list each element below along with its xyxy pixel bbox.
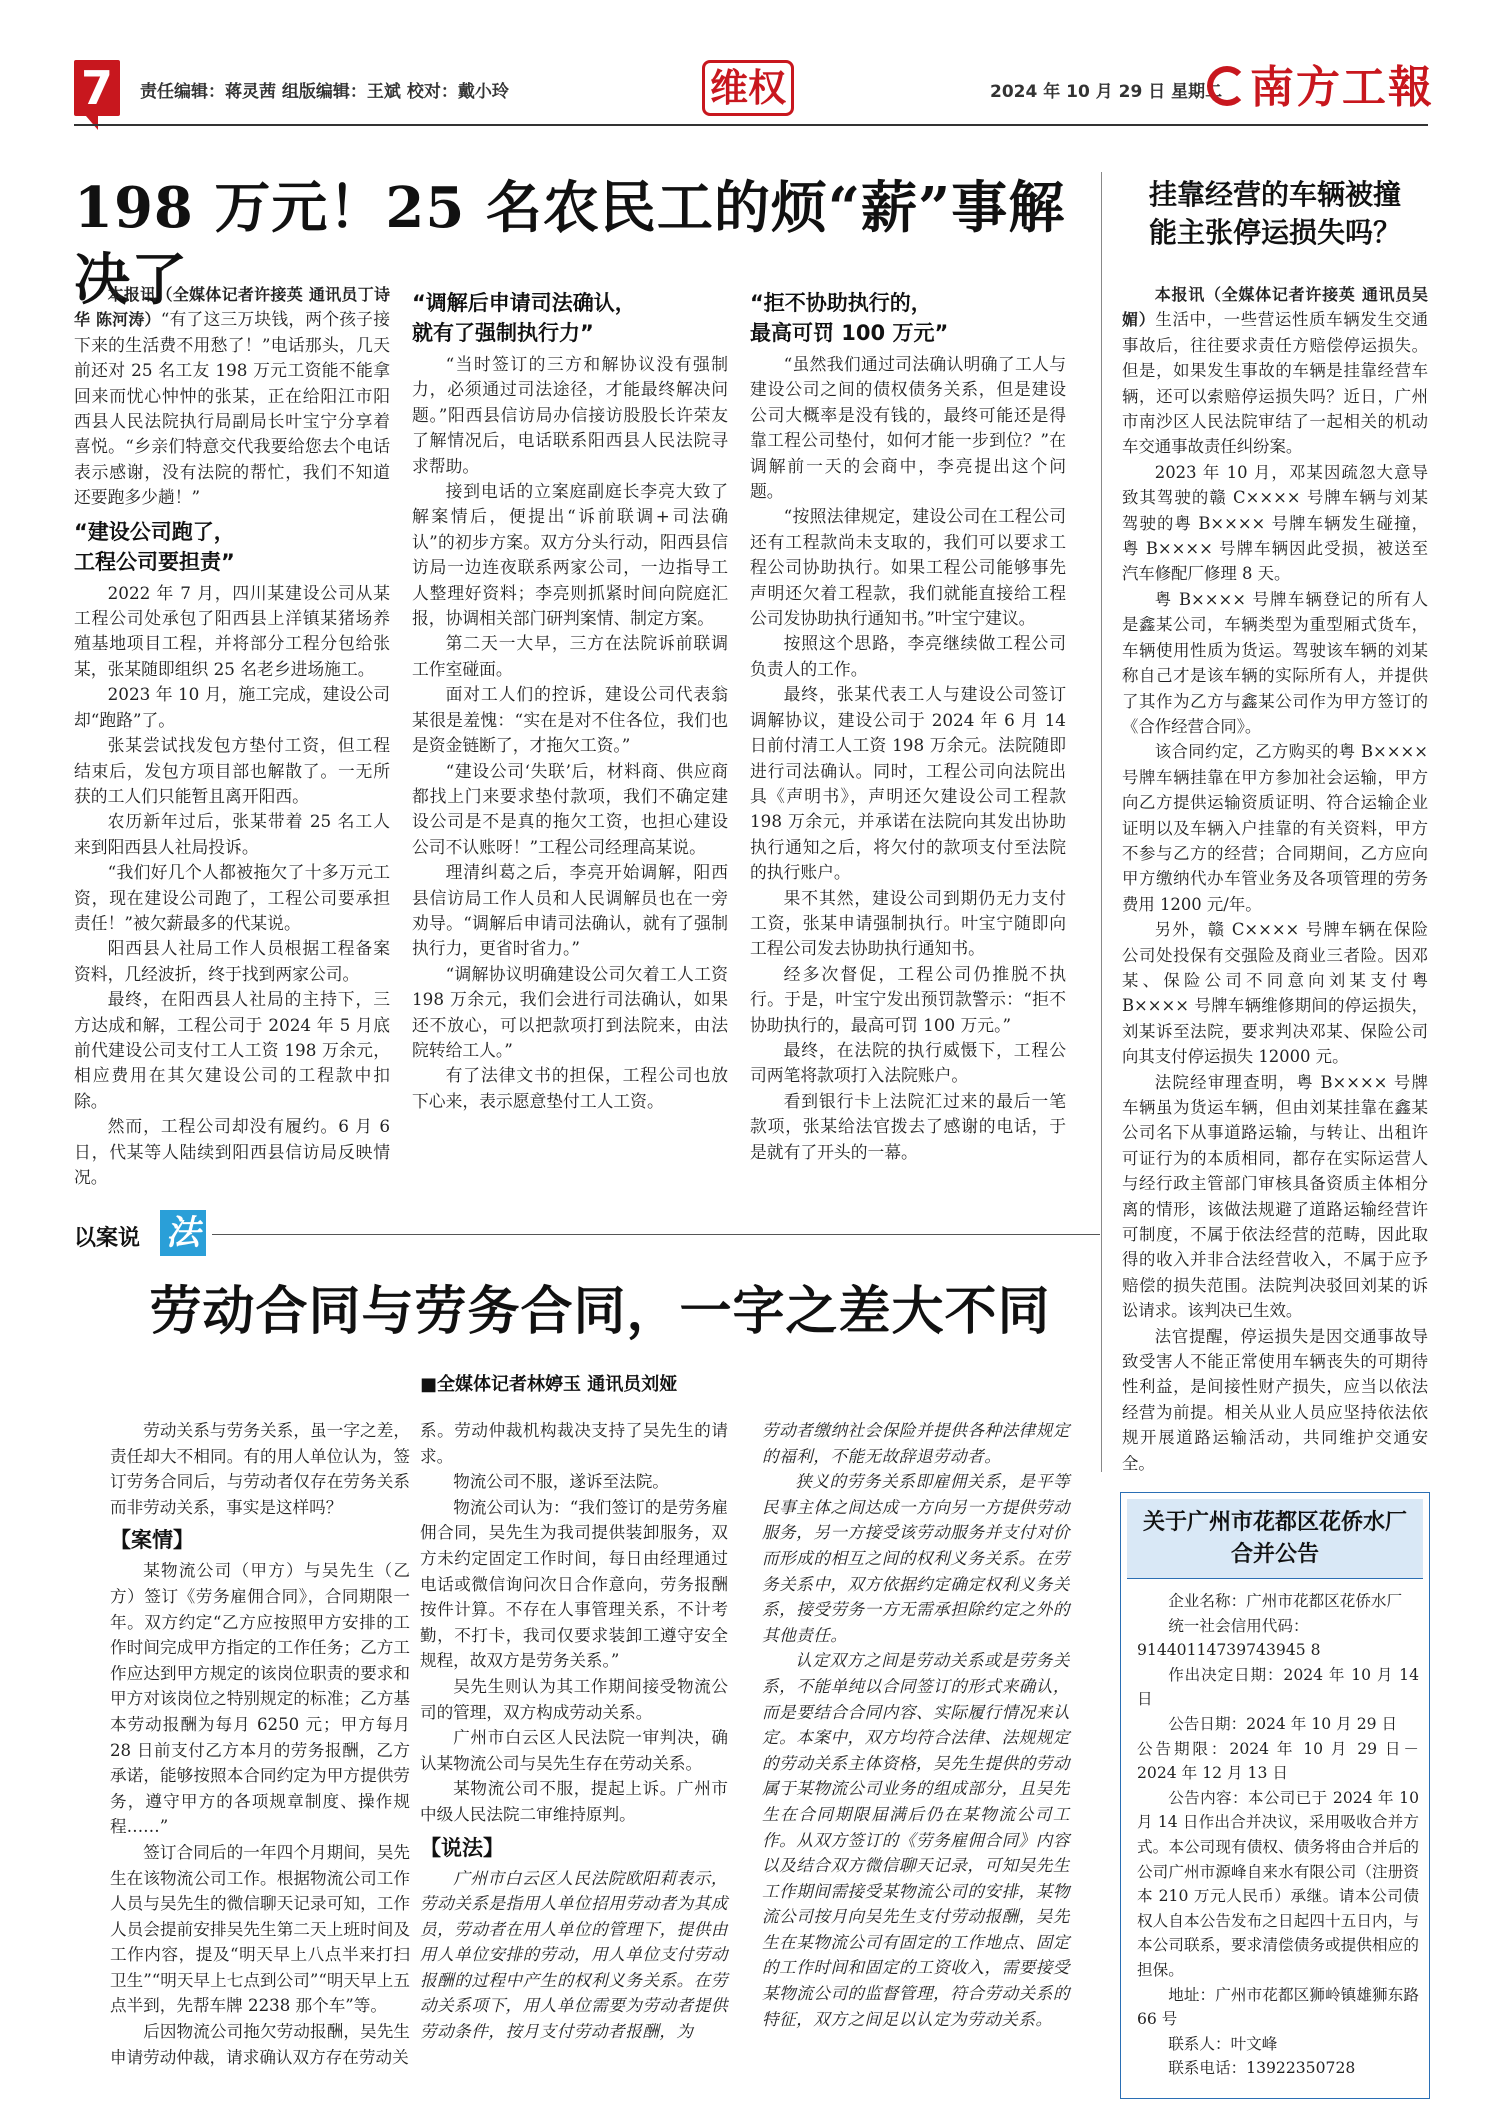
paragraph: 最终，在法院的执行威慑下，工程公司两笔将款项打入法院账户。 [750, 1039, 1066, 1086]
paragraph: 接到电话的立案庭副庭长李亮大致了解案情后，便提出“诉前联调+司法确认”的初步方案。双方分头行动，阳西县信访局一边连夜联系两家公司，一边指导工人整理好资料；李亮则抓紧时间向院庭汇报，协调相关部门研判案情、制定方案。 [412, 481, 728, 629]
notice-line: 联系电话：13922350728 [1168, 2059, 1356, 2078]
case-author: ■全媒体记者林婷玉 通讯员刘娅 [420, 1374, 678, 1395]
article2-title: 挂靠经营的车辆被撞 能主张停运损失吗？ [1148, 178, 1401, 249]
subheading: “调解后申请司法确认， 就有了强制执行力” [412, 291, 636, 345]
paragraph: 按照这个思路，李亮继续做工程公司负责人的工作。 [750, 633, 1066, 679]
section-bracket-heading: 【说法】 [420, 1835, 504, 1860]
paragraph: 某物流公司（甲方）与吴先生（乙方）签订《劳务雇佣合同》，合同期限一年。双方约定“乙方应按照甲方安排的工作时间完成甲方指定的工作任务；乙方工作应达到甲方规定的该岗位职责的要求和甲方对该岗位之特别规定的标准；乙方基本劳动报酬为每月 6250 元；甲方每月 28 日前支付乙方本月的劳务报酬，乙方承诺，能够按照本合同约定为甲方提供劳务，遵守甲方的各项规章制度、操作规程……” [110, 1561, 410, 1837]
article1-column-3 [750, 282, 1066, 1165]
article1-title: 198 万元！25 名农民工的烦“薪”事解决了 [74, 175, 1066, 313]
paragraph: 认定双方之间是劳动关系或是劳务关系，不能单纯以合同签订的形式来确认，而是要结合合同内容、实际履行情况来认定。本案中，双方均符合法律、法规规定的劳动关系主体资格，吴先生提供的劳动属于某物流公司业务的组成部分，且吴先生在合同期限届满后仍在某物流公司工作。从双方签订的《劳务雇佣合同》内容以及结合双方微信聊天记录，可知吴先生工作期间需接受某物流公司的安排，某物流公司按月向吴先生支付劳动报酬，吴先生在某物流公司有固定的工作地点、固定的工作时间和固定的工资收入，需要接受某物流公司的监督管理，符合劳动关系的特征，双方之间足以认定为劳动关系。 [762, 1651, 1070, 2029]
paragraph: 经多次督促，工程公司仍推脱不执行。于是，叶宝宁发出预罚款警示：“拒不协助执行的，最高可罚 100 万元。” [750, 963, 1066, 1035]
notice-line: 统一社会信用代码： [1168, 1616, 1309, 1635]
article1-column-1 [74, 282, 390, 1190]
article2-body [1122, 282, 1428, 1476]
paragraph: 该合同约定，乙方购买的粤 B×××× 号牌车辆挂靠在甲方参加社会运输，甲方向乙方提供运输资质证明、符合运输企业证明以及车辆入户挂靠的有关资料，甲方不参与乙方的经营；合同期间，乙方应向甲方缴纳代办车管业务及各项管理的劳务费用 1200 元/年。 [1122, 742, 1428, 914]
paragraph: 最终，在阳西县人社局的主持下，三方达成和解，工程公司于 2024 年 5 月底前代建设公司支付工人工资 198 万余元，相应费用在其欠建设公司的工程款中扣除。 [74, 989, 390, 1111]
paragraph: “调解协议明确建设公司欠着工人工资 198 万余元，我们会进行司法确认，如果还不放心，可以把款项打到法院来，由法院转给工人。” [412, 963, 728, 1060]
paragraph: 狭义的劳务关系即雇佣关系，是平等民事主体之间达成一方向另一方提供劳动服务，另一方接受该劳动服务并支付对价而形成的相互之间的权利义务关系。在劳务关系中，双方依据约定确定权利义务关系，接受劳务一方无需承担除约定之外的其他责任。 [762, 1472, 1070, 1645]
notice-line: 公告期限：2024 年 10 月 29 日－2024 年 12 月 13 日 [1137, 1739, 1419, 1783]
article1-column-2 [412, 282, 728, 1114]
case-column-1 [110, 1418, 410, 2070]
case-section-label: 以案说 [74, 1226, 141, 1251]
byline: 本报讯（全媒体记者许接英 通讯员吴媚） [1122, 285, 1428, 330]
notice-line: 地址：广州市花都区狮岭镇雄狮东路 66 号 [1137, 1985, 1419, 2029]
paragraph: 劳动关系与劳务关系，虽一字之差，责任却大不相同。有的用人单位认为，签订劳务合同后，与劳动者仅存在劳务关系而非劳动关系，事实是这样吗？ [110, 1421, 410, 1517]
paragraph: 广州市白云区人民法院欧阳莉表示，劳动关系是指用人单位招用劳动者为其成员，劳动者在用人单位的管理下，提供由用人单位安排的劳动，用人单位支付劳动报酬的过程中产生的权利义务关系。在劳动关系项下，用人单位需要为劳动者提供劳动条件，按月支付劳动者报酬，为 [420, 1868, 728, 2042]
byline: 本报讯（全媒体记者许接英 通讯员丁诗华 陈河涛） [74, 285, 390, 330]
lead-text: “有了这三万块钱，两个孩子接下来的生活费不用愁了！”电话那头，几天前还对 25 名工友 198 万元工资能不能拿回来而忧心忡忡的张某，正在给阳江市阳西县人民法院执行局副局长叶宝宁分享着喜悦。“乡亲们特意交代我要给您去个电话表示感谢，没有法院的帮忙，我们不知道还要跑多少趟！” [74, 309, 390, 508]
paragraph [1122, 282, 1428, 460]
paragraph: 张某尝试找发包方垫付工资，但工程结束后，发包方项目部也解散了。一无所获的工人们只能暂且离开阳西。 [74, 735, 390, 806]
paragraph: 农历新年过后，张某带着 25 名工人来到阳西县人社局投诉。 [74, 811, 390, 857]
paragraph: 阳西县人社局工作人员根据工程备案资料，几经波折，终于找到两家公司。 [74, 938, 390, 984]
paragraph: 另外，赣 C×××× 号牌车辆在保险公司处投保有交强险及商业三者险。因邓某、保险公司不同意向刘某支付粤 B×××× 号牌车辆维修期间的停运损失，刘某诉至法院，要求判决邓某、保险公司向其支付停运损失 12000 元。 [1122, 920, 1428, 1067]
newspaper-logo: 南方工報 [1250, 62, 1434, 113]
column-divider [1101, 172, 1102, 1472]
paragraph: 理清纠葛之后，李亮开始调解，阳西县信访局工作人员和人民调解员也在一旁劝导。“调解后申请司法确认，就有了强制执行力，更省时省力。” [412, 862, 728, 959]
notice-line: 公告内容：本公司已于 2024 年 10 月 14 日作出合并决议，采用吸收合并方式。本公司现有债权、债务将由合并后的公司广州市源峰自来水有限公司（注册资本 210 万元人民币）承继。请本公司债权人自本公告发布之日起四十五日内，与本公司联系，要求清偿债务或提供相应的担保。 [1137, 1788, 1419, 1979]
paragraph: 看到银行卡上法院汇过来的最后一笔款项，张某给法官拨去了感谢的电话，于是就有了开头的一幕。 [750, 1090, 1066, 1162]
paragraph: 有了法律文书的担保，工程公司也放下心来，表示愿意垫付工人工资。 [412, 1065, 728, 1111]
merger-notice [1120, 1492, 1430, 2099]
notice-line: 作出决定日期：2024 年 10 月 14 日 [1137, 1665, 1419, 1709]
paragraph: 2022 年 7 月，四川某建设公司从某工程公司处承包了阳西县上洋镇某猪场养殖基地项目工程，并将部分工程分包给张某，张某随即组织 25 名老乡进场施工。 [74, 582, 390, 679]
paragraph: “当时签订的三方和解协议没有强制力，必须通过司法途径，才能最终解决问题。”阳西县信访局办信接访股股长许荣友了解情况后，电话联系阳西县人民法院寻求帮助。 [412, 354, 728, 476]
notice-title: 关于广州市花都区花侨水厂 合并公告 [1142, 1510, 1407, 1567]
paragraph [74, 282, 390, 511]
paragraph: “虽然我们通过司法确认明确了工人与建设公司之间的债权债务关系，但是建设公司大概率是没有钱的，最终可能还是得靠工程公司垫付，如何才能一步到位？”在调解前一天的会商中，李亮提出这个问题。 [750, 354, 1066, 502]
subheading: “建设公司跑了， 工程公司要担责” [74, 519, 235, 574]
paragraph: 物流公司认为：“我们签订的是劳务雇佣合同，吴先生为我司提供装卸服务，双方未约定固定工作时间，每日由经理通过电话或微信询问次日合作意向，劳务报酬按件计算。不存在人事管理关系，不计考勤，不打卡，我司仅要求装卸工遵守安全规程，故双方是劳务关系。” [420, 1497, 728, 1671]
paragraph: 法官提醒，停运损失是因交通事故导致受害人不能正常使用车辆丧失的可期待性利益，是间接性财产损失，应当以依法经营为前提。相关从业人员应坚持依法依规开展道路运输活动，共同维护交通安全。 [1122, 1326, 1428, 1473]
paragraph: 面对工人们的控诉，建设公司代表翁某很是羞愧：“实在是对不住各位，我们也是资金链断了，才拖欠工资。” [412, 684, 728, 756]
notice-line: 公告日期：2024 年 10 月 29 日 [1168, 1714, 1398, 1733]
paragraph: 物流公司不服，遂诉至法院。 [453, 1472, 669, 1492]
newspaper-logo-icon [1207, 66, 1247, 106]
paragraph: 粤 B×××× 号牌车辆登记的所有人是鑫某公司，车辆类型为重型厢式货车，车辆使用性质为货运。驾驶该车辆的刘某称自己才是该车辆的实际所有人，并提供了其作为乙方与鑫某公司作为甲方签订的《合作经营合同》。 [1122, 589, 1428, 736]
subheading: “拒不协助执行的， 最高可罚 100 万元” [750, 291, 949, 345]
notice-body [1137, 1589, 1419, 2081]
paragraph: “建设公司‘失联’后，材料商、供应商都找上门来要求垫付款项，我们不确定建设公司是不是真的拖欠工资，也担心建设公司不认账呀！”工程公司经理高某说。 [412, 760, 728, 857]
case-section-badge: 法 [160, 1210, 206, 1256]
notice-line: 联系人：叶文峰 [1168, 2034, 1278, 2053]
paragraph: 2023 年 10 月，施工完成，建设公司却“跑路”了。 [74, 684, 390, 730]
case-title: 劳动合同与劳务合同，一字之差大不同 [149, 1281, 1051, 1342]
paragraph: 2023 年 10 月，邓某因疏忽大意导致其驾驶的赣 C×××× 号牌车辆与刘某驾驶的粤 B×××× 号牌车辆发生碰撞，粤 B×××× 号牌车辆因此受损，被送至汽车修配厂修理 8 天。 [1122, 462, 1428, 584]
section-bracket-heading: 【案情】 [110, 1528, 194, 1553]
page-number-badge: 7 [74, 60, 120, 116]
case-column-2 [420, 1418, 728, 2045]
paragraph: “我们好几个人都被拖欠了十多万元工资，现在建设公司跑了，工程公司要承担责任！”被欠薪最多的代某说。 [74, 862, 390, 933]
issue-date: 2024 年 10 月 29 日 星期二 [990, 82, 1223, 102]
paragraph: 签订合同后的一年四个月期间，吴先生在该物流公司工作。根据物流公司工作人员与吴先生的微信聊天记录可知，工作人员会提前安排吴先生第二天上班时间及工作内容，提及“明天早上八点半来打扫卫生”“明天早上七点到公司”“明天早上五点半到，先帮车牌 2238 那个车”等。 [110, 1842, 410, 2016]
notice-line: 企业名称：广州市花都区花侨水厂 [1168, 1592, 1403, 1610]
notice-header [1127, 1499, 1423, 1579]
paragraph: 吴先生则认为其工作期间接受物流公司的管理，双方构成劳动关系。 [420, 1676, 728, 1722]
case-column-3 [762, 1418, 1070, 2032]
section-label: 维权 [702, 60, 794, 116]
paragraph: 劳动者缴纳社会保险并提供各种法律规定的福利，不能无故辞退劳动者。 [762, 1421, 1070, 1466]
paragraph: 最终，张某代表工人与建设公司签订调解协议，建设公司于 2024 年 6 月 14 日前付清工人工资 198 万余元。法院随即进行司法确认。同时，工程公司向法院出具《声明书》，声明还欠建设公司工程款 198 万余元，并承诺在法院向其发出协助执行通知之后，将欠付的款项支付至法院的执行账户。 [750, 684, 1066, 883]
paragraph: 果不其然，建设公司到期仍无力支付工资，张某申请强制执行。叶宝宁随即向工程公司发去协助执行通知书。 [750, 887, 1066, 959]
paragraph: 法院经审理查明，粤 B×××× 号牌车辆虽为货运车辆，但由刘某挂靠在鑫某公司名下从事道路运输，与转让、出租许可证行为的本质相同，都存在实际运营人与经行政主管部门审核具备资质主体相分离的情形，该做法规避了道路运输经营许可制度，不属于依法经营的范畴，因此取得的收入并非合法经营收入，不属于应予赔偿的损失范围。法院判决驳回刘某的诉讼请求。该判决已生效。 [1122, 1072, 1428, 1321]
paragraph: 后因物流公司拖欠劳动报酬，吴先生申请劳动仲裁，请求确认双方存在劳动关 [110, 2022, 410, 2067]
lead-text: 生活中，一些营运性质车辆发生交通事故后，往往要求责任方赔偿停运损失。但是，如果发生事故的车辆是挂靠经营车辆，还可以索赔停运损失吗？近日，广州市南沙区人民法院审结了一起相关的机动车交通事故责任纠纷案。 [1122, 310, 1428, 457]
notice-line: 91440114739743945 8 [1137, 1641, 1321, 1660]
paragraph: “按照法律规定，建设公司在工程公司还有工程款尚未支取的，我们可以要求工程公司协助执行。如果工程公司能够事先声明还欠着工程款，我们就能直接给工程公司发协助执行通知书。”叶宝宁建议。 [750, 506, 1066, 629]
paragraph: 系。劳动仲裁机构裁决支持了吴先生的请求。 [420, 1421, 728, 1466]
editors-credit: 责任编辑：蒋灵茜 组版编辑：王斌 校对：戴小玲 [140, 82, 509, 102]
paragraph: 某物流公司不服，提起上诉。广州市中级人民法院二审维持原判。 [420, 1779, 728, 1824]
paragraph: 第二天一大早，三方在法院诉前联调工作室碰面。 [412, 633, 728, 679]
header-rule [74, 124, 1428, 126]
paragraph: 广州市白云区人民法院一审判决，确认某物流公司与吴先生存在劳动关系。 [420, 1728, 728, 1773]
paragraph: 然而，工程公司却没有履约。6 月 6 日，代某等人陆续到阳西县信访局反映情况。 [74, 1116, 390, 1187]
case-section-rule [212, 1234, 1100, 1235]
